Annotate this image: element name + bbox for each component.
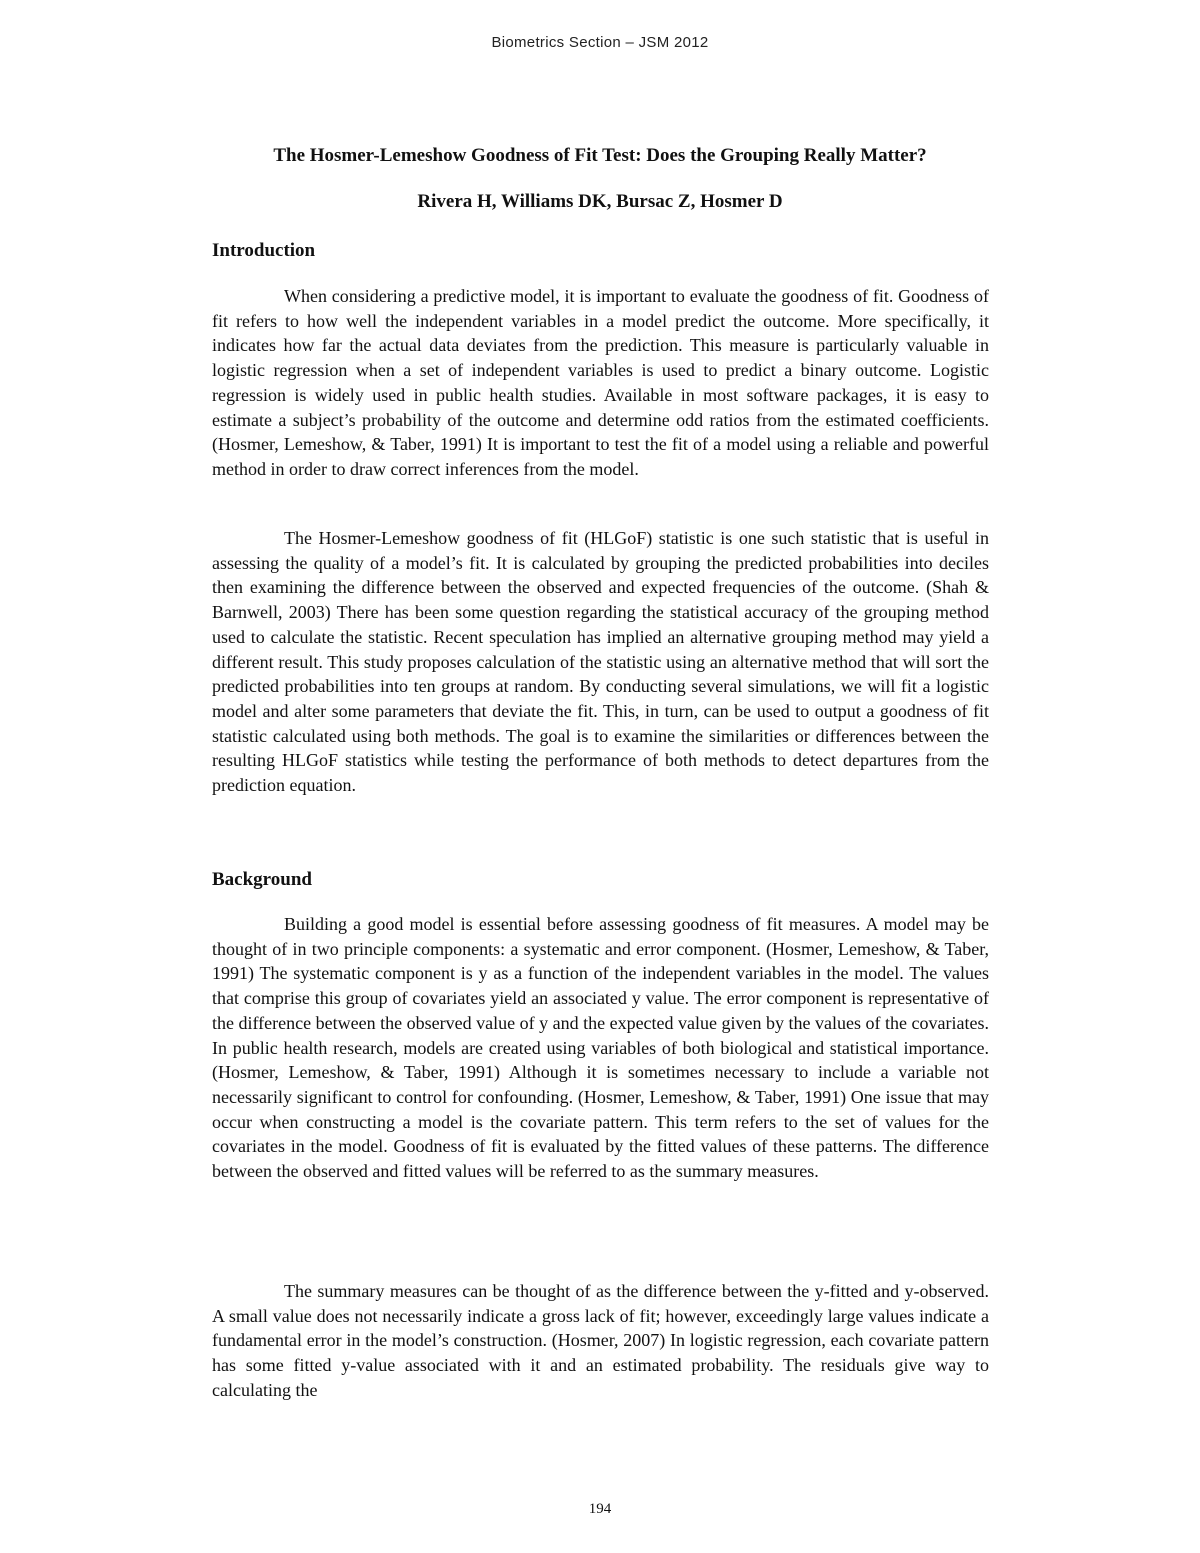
introduction-paragraph-1: When considering a predictive model, it is important to evaluate the goodness of fit. Goodness of fit refers to how well the independent variables in a model predict the outcome. More specifically, it indicates how far the actual data deviates from the prediction. This measure is particularly valuable in logistic regression when a set of independent variables is used to predict a binary outcome. Logistic regression is widely used in public health studies. Available in most software packages, it is easy to estimate a subject’s probability of the outcome and determine odd ratios from the estimated coefficients. (Hosmer, Lemeshow, & Taber, 1991) It is important to test the fit of a model using a reliable and powerful method in order to draw correct inferences from the model.: [212, 286, 989, 479]
page-number: 194: [588, 1501, 612, 1517]
running-header: Biometrics Section – JSM 2012: [491, 34, 709, 51]
background-paragraph-2: The summary measures can be thought of as the difference between the y-fitted and y-observed. A small value does not necessarily indicate a gross lack of fit; however, exceedingly large values indicate a fundamental error in the model’s construction. (Hosmer, 2007) In logistic regression, each covariate pattern has some fitted y-value associated with it and an estimated probability. The residuals give way to calculating the: [212, 1281, 989, 1400]
introduction-heading: Introduction: [212, 240, 316, 261]
background-heading: Background: [212, 869, 312, 890]
author-list: Rivera H, Williams DK, Bursac Z, Hosmer D: [417, 191, 783, 212]
paper-title: The Hosmer-Lemeshow Goodness of Fit Test: Does the Grouping Really Matter?: [273, 145, 927, 166]
introduction-paragraph-2: The Hosmer-Lemeshow goodness of fit (HLGoF) statistic is one such statistic that is useful in assessing the quality of a model’s fit. It is calculated by grouping the predicted probabilities into deciles then examining the difference between the observed and expected frequencies of the outcome. (Shah & Barnwell, 2003) There has been some question regarding the statistical accuracy of the grouping method used to calculate the statistic. Recent speculation has implied an alternative grouping method may yield a different result. This study proposes calculation of the statistic using an alternative method that will sort the predicted probabilities into ten groups at random. By conducting several simulations, we will fit a logistic model and alter some parameters that deviate the fit. This, in turn, can be used to output a goodness of fit statistic calculated using both methods. The goal is to examine the similarities or differences between the resulting HLGoF statistics while testing the performance of both methods to detect departures from the prediction equation.: [212, 528, 989, 796]
background-paragraph-1: Building a good model is essential before assessing goodness of fit measures. A model may be thought of in two principle components: a systematic and error component. (Hosmer, Lemeshow, & Taber, 1991) The systematic component is y as a function of the independent variables in the model. The values that comprise this group of covariates yield an associated y value. The error component is representative of the difference between the observed value of y and the expected value given by the values of the covariates. In public health research, models are created using variables of both biological and statistical importance. (Hosmer, Lemeshow, & Taber, 1991) Although it is sometimes necessary to include a variable not necessarily significant to control for confounding. (Hosmer, Lemeshow, & Taber, 1991) One issue that may occur when constructing a model is the covariate pattern. This term refers to the set of values for the covariates in the model. Goodness of fit is evaluated by the fitted values of these patterns. The difference between the observed and fitted values will be referred to as the summary measures.: [212, 914, 989, 1182]
